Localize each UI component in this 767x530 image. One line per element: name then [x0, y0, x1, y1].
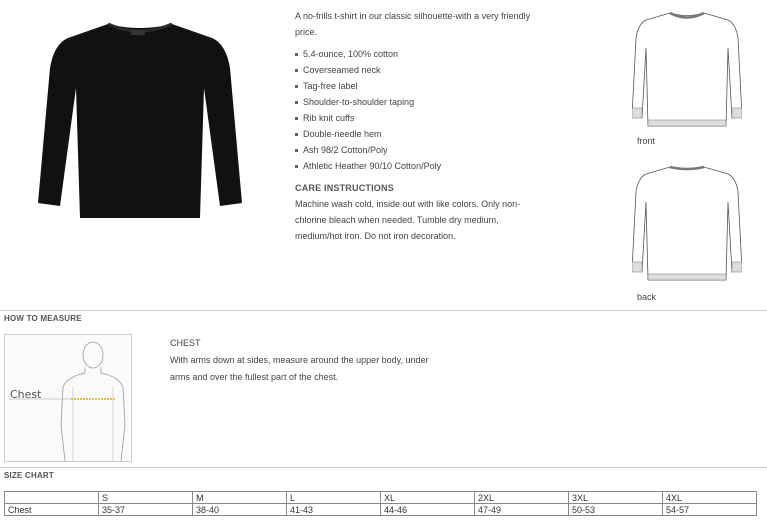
- size-chart-title: SIZE CHART: [4, 471, 54, 480]
- value-cell: 54-57: [663, 504, 757, 516]
- value-cell: 38-40: [193, 504, 287, 516]
- feature-item: Rib knit cuffs: [295, 110, 545, 126]
- feature-item: 5.4-ounce, 100% cotton: [295, 46, 545, 62]
- table-row: [5, 504, 757, 516]
- feature-list: [295, 46, 545, 174]
- section-divider: [0, 310, 767, 311]
- size-header-cell: M: [193, 492, 287, 504]
- value-cell: 47-49: [475, 504, 569, 516]
- value-cell: 50-53: [569, 504, 663, 516]
- front-flat-sketch: [632, 8, 742, 133]
- chest-figure-label: Chest: [10, 388, 42, 401]
- how-to-measure-title: HOW TO MEASURE: [4, 314, 82, 323]
- chest-heading: CHEST: [170, 338, 201, 348]
- front-label: front: [637, 136, 656, 146]
- feature-item: Tag-free label: [295, 78, 545, 94]
- size-header-cell: 3XL: [569, 492, 663, 504]
- feature-item: Shoulder-to-shoulder taping: [295, 94, 545, 110]
- size-header-cell: 2XL: [475, 492, 569, 504]
- size-header-cell: S: [99, 492, 193, 504]
- value-cell: 44-46: [381, 504, 475, 516]
- row-label-cell: Chest: [5, 504, 99, 516]
- care-instructions-text: Machine wash cold, inside out with like colors. Only non-chlorine bleach when needed. Tumble dry medium, medium/hot iron. Do not iron decoration.: [295, 199, 521, 241]
- feature-item: Ash 98/2 Cotton/Poly: [295, 142, 545, 158]
- size-header-cell: 4XL: [663, 492, 757, 504]
- product-description: A no-frills t-shirt in our classic silhouette-with a very friendly price.: [295, 11, 531, 37]
- section-divider: [0, 467, 767, 468]
- feature-item: Double-needle hem: [295, 126, 545, 142]
- chest-instructions: With arms down at sides, measure around the upper body, under arms and over the fullest part of the chest.: [170, 355, 429, 382]
- size-header-cell: L: [287, 492, 381, 504]
- product-description-block: [295, 8, 545, 244]
- product-photo: [30, 18, 250, 223]
- feature-item: Athletic Heather 90/10 Cotton/Poly: [295, 158, 545, 174]
- feature-item: Coverseamed neck: [295, 62, 545, 78]
- value-cell: 41-43: [287, 504, 381, 516]
- size-chart-table: [4, 491, 757, 516]
- value-cell: 35-37: [99, 504, 193, 516]
- back-label: back: [637, 292, 657, 302]
- size-header-cell: XL: [381, 492, 475, 504]
- care-instructions-title: CARE INSTRUCTIONS: [295, 183, 394, 193]
- back-flat-sketch: [632, 162, 742, 287]
- size-header-row: [5, 492, 757, 504]
- corner-cell: [5, 492, 99, 504]
